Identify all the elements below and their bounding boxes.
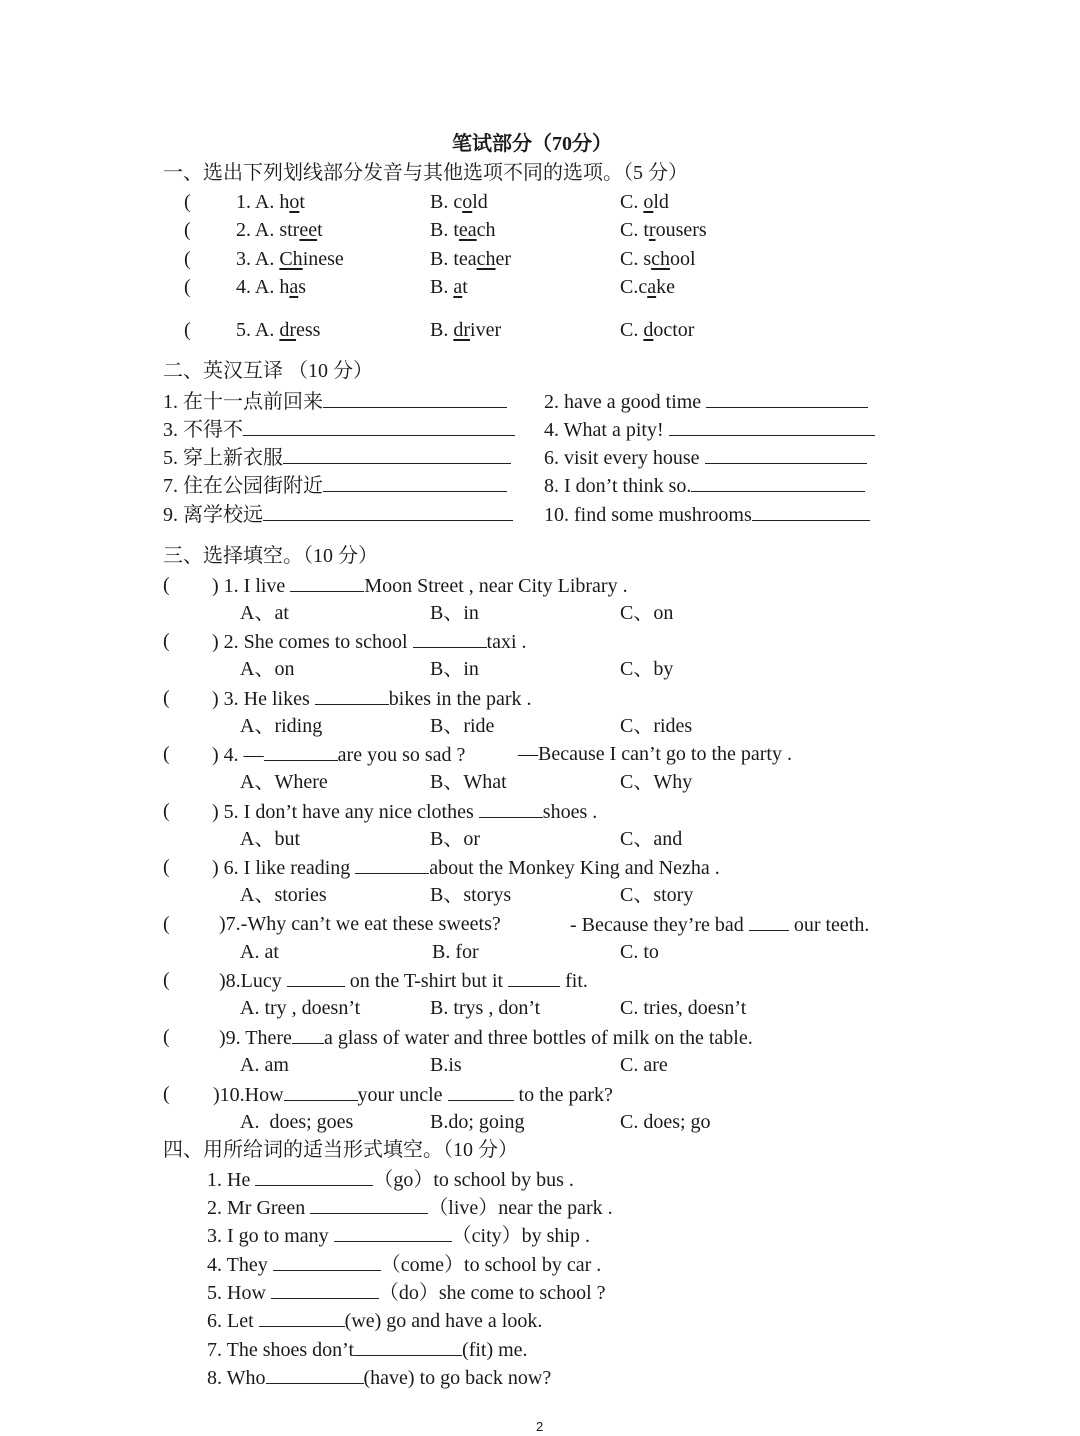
answer-paren: ( xyxy=(163,856,170,878)
option-b: B. teach xyxy=(430,219,496,241)
option-b: B. trys , don’t xyxy=(430,997,541,1019)
question-text: ) 1. I live Moon Street , near City Library . xyxy=(212,575,628,597)
answer-paren: ( xyxy=(184,319,191,341)
answer-paren: ( xyxy=(184,191,191,213)
fill-item: 1. He （go）to school by bus . xyxy=(207,1169,574,1191)
translation-item: 10. find some mushrooms xyxy=(544,502,870,527)
option-a: 4. A. has xyxy=(236,276,307,298)
option-c: C、Why xyxy=(620,771,693,793)
page-title: 笔试部分（70分） xyxy=(452,133,612,155)
option-c: C. school xyxy=(620,248,696,270)
option-b: B. teacher xyxy=(430,248,512,270)
question-text: )7.-Why can’t we eat these sweets? xyxy=(219,913,501,935)
answer-paren: ( xyxy=(163,687,170,709)
answer-paren: ( xyxy=(163,1083,170,1105)
option-a: A、on xyxy=(240,658,295,680)
section2-heading: 二、英汉互译 （10 分） xyxy=(163,360,373,382)
section4-heading: 四、用所给词的适当形式填空。（10 分） xyxy=(163,1139,518,1161)
option-b: B、in xyxy=(430,602,479,624)
option-c: C. trousers xyxy=(620,219,707,241)
option-b: B、storys xyxy=(430,884,512,906)
fill-item: 7. The shoes don’t (fit) me. xyxy=(207,1339,528,1361)
answer-paren: ( xyxy=(184,219,191,241)
translation-item: 2. have a good time xyxy=(544,389,868,414)
question-text: ) 6. I like reading about the Monkey King and Nezha . xyxy=(212,857,720,879)
option-a: A. does; goes xyxy=(240,1111,354,1133)
question-answer-text: - Because they’re bad our teeth. xyxy=(570,914,870,936)
option-a: 3. A. Chinese xyxy=(236,248,344,270)
translation-item: 7. 住在公园街附近 xyxy=(163,473,507,498)
page-number: 2 xyxy=(536,1419,544,1434)
answer-paren: ( xyxy=(163,800,170,822)
option-b: B、or xyxy=(430,828,480,850)
option-c: C、story xyxy=(620,884,694,906)
option-a: A、but xyxy=(240,828,300,850)
question-text: ) 2. She comes to school taxi . xyxy=(212,631,527,653)
option-c: C、by xyxy=(620,658,674,680)
option-c: C、on xyxy=(620,602,674,624)
translation-item: 4. What a pity! xyxy=(544,417,875,442)
option-a: A. at xyxy=(240,941,279,963)
answer-paren: ( xyxy=(163,630,170,652)
option-b: B.do; going xyxy=(430,1111,525,1133)
option-a: 1. A. hot xyxy=(236,191,305,213)
fill-item: 5. How （do）she come to school ? xyxy=(207,1282,606,1304)
question-text: ) 4. — are you so sad ? xyxy=(212,744,466,766)
option-c: C. does; go xyxy=(620,1111,711,1133)
answer-paren: ( xyxy=(163,913,170,935)
option-b: B. for xyxy=(432,941,479,963)
answer-paren: ( xyxy=(163,1026,170,1048)
fill-item: 3. I go to many （city）by ship . xyxy=(207,1225,590,1247)
option-c: C、and xyxy=(620,828,683,850)
option-a: A、stories xyxy=(240,884,327,906)
question-text: ) 3. He likes bikes in the park . xyxy=(212,688,532,710)
option-b: B. at xyxy=(430,276,468,298)
option-a: A、Where xyxy=(240,771,328,793)
option-b: B.is xyxy=(430,1054,462,1076)
option-c: C. to xyxy=(620,941,659,963)
question-text: )9. There a glass of water and three bottles of milk on the table. xyxy=(219,1027,753,1049)
option-a: 2. A. street xyxy=(236,219,323,241)
translation-item: 6. visit every house xyxy=(544,445,867,470)
option-a: A. try , doesn’t xyxy=(240,997,361,1019)
option-c: C. doctor xyxy=(620,319,695,341)
option-c: C. are xyxy=(620,1054,668,1076)
option-b: B、What xyxy=(430,771,507,793)
translation-item: 5. 穿上新衣服 xyxy=(163,445,511,470)
option-b: B. driver xyxy=(430,319,502,341)
answer-paren: ( xyxy=(163,969,170,991)
translation-item: 8. I don’t think so. xyxy=(544,473,865,498)
section1-heading: 一、选出下列划线部分发音与其他选项不同的选项。（5 分） xyxy=(163,162,688,184)
option-a: A、at xyxy=(240,602,289,624)
option-b: B. cold xyxy=(430,191,488,213)
translation-item: 3. 不得不 xyxy=(163,417,515,442)
option-c: C. tries, doesn’t xyxy=(620,997,747,1019)
option-b: B、ride xyxy=(430,715,495,737)
fill-item: 8. Who (have) to go back now? xyxy=(207,1367,552,1389)
question-text: )8.Lucy on the T-shirt but it fit. xyxy=(219,970,588,992)
option-a: 5. A. dress xyxy=(236,319,321,341)
option-c: C、rides xyxy=(620,715,693,737)
question-text: )10.How your uncle to the park? xyxy=(213,1084,613,1106)
question-answer-text: —Because I can’t go to the party . xyxy=(518,743,792,765)
question-text: ) 5. I don’t have any nice clothes shoes . xyxy=(212,801,598,823)
section3-heading: 三、选择填空。（10 分） xyxy=(163,545,378,567)
translation-item: 1. 在十一点前回来 xyxy=(163,389,507,414)
option-a: A、riding xyxy=(240,715,323,737)
answer-paren: ( xyxy=(163,574,170,596)
option-a: A. am xyxy=(240,1054,289,1076)
option-b: B、in xyxy=(430,658,479,680)
answer-paren: ( xyxy=(184,276,191,298)
translation-item: 9. 离学校远 xyxy=(163,502,513,527)
fill-item: 2. Mr Green （live）near the park . xyxy=(207,1197,613,1219)
fill-item: 6. Let (we) go and have a look. xyxy=(207,1310,543,1332)
option-c: C.cake xyxy=(620,276,675,298)
option-c: C. old xyxy=(620,191,669,213)
answer-paren: ( xyxy=(184,248,191,270)
fill-item: 4. They （come）to school by car . xyxy=(207,1254,602,1276)
answer-paren: ( xyxy=(163,743,170,765)
